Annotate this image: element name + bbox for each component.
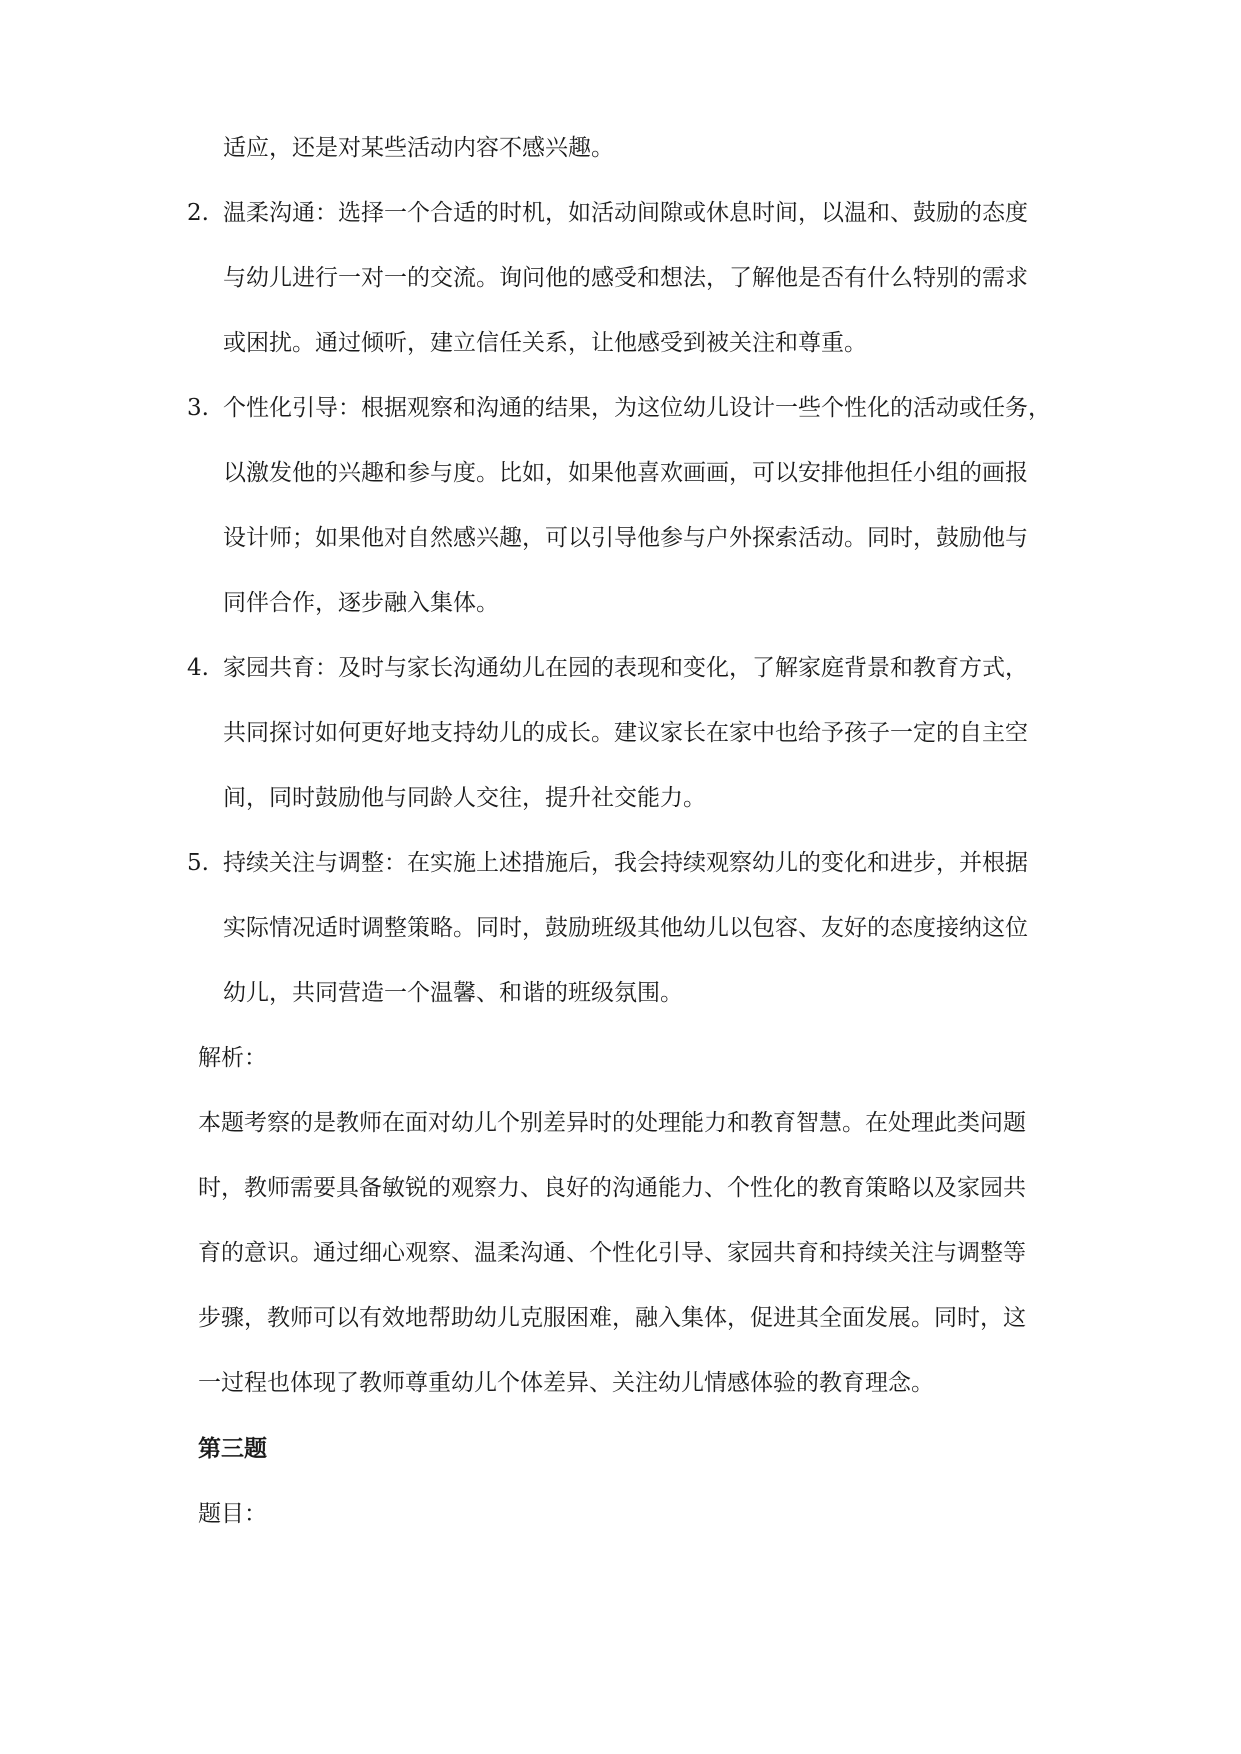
- item-4-number: 4.: [187, 655, 209, 681]
- item-2-line-2: 与幼儿进行一对一的交流。询问他的感受和想法，了解他是否有什么特别的需求: [223, 265, 1028, 291]
- item-5-line-2: 实际情况适时调整策略。同时，鼓励班级其他幼儿以包容、友好的态度接纳这位: [223, 915, 1028, 941]
- analysis-label: 解析：: [198, 1045, 267, 1071]
- item-5-line-3: 幼儿，共同营造一个温馨、和谐的班级氛围。: [223, 980, 683, 1006]
- item-3-line-1: 个性化引导：根据观察和沟通的结果，为这位幼儿设计一些个性化的活动或任务，: [223, 395, 1051, 421]
- analysis-line-5: 一过程也体现了教师尊重幼儿个体差异、关注幼儿情感体验的教育理念。: [198, 1370, 934, 1396]
- analysis-line-4: 步骤，教师可以有效地帮助幼儿克服困难，融入集体，促进其全面发展。同时，这: [198, 1305, 1026, 1331]
- item-4-line-2: 共同探讨如何更好地支持幼儿的成长。建议家长在家中也给予孩子一定的自主空: [223, 720, 1028, 746]
- section-heading: 第三题: [198, 1435, 267, 1462]
- item-3-line-2: 以激发他的兴趣和参与度。比如，如果他喜欢画画，可以安排他担任小组的画报: [223, 460, 1028, 486]
- item-4-line-1: 家园共育：及时与家长沟通幼儿在园的表现和变化，了解家庭背景和教育方式，: [223, 655, 1028, 681]
- analysis-line-2: 时，教师需要具备敏锐的观察力、良好的沟通能力、个性化的教育策略以及家园共: [198, 1175, 1026, 1201]
- question-label: 题目：: [198, 1501, 267, 1527]
- item-3-number: 3.: [187, 395, 209, 421]
- item-2-number: 2.: [187, 200, 209, 226]
- item-4-line-3: 间，同时鼓励他与同龄人交往，提升社交能力。: [223, 785, 706, 811]
- item-3-line-3: 设计师；如果他对自然感兴趣，可以引导他参与户外探索活动。同时，鼓励他与: [223, 525, 1028, 551]
- item-3-line-4: 同伴合作，逐步融入集体。: [223, 590, 499, 616]
- item-5-line-1: 持续关注与调整：在实施上述措施后，我会持续观察幼儿的变化和进步，并根据: [223, 850, 1028, 876]
- analysis-line-1: 本题考察的是教师在面对幼儿个别差异时的处理能力和教育智慧。在处理此类问题: [198, 1110, 1026, 1136]
- item-5-number: 5.: [187, 850, 209, 876]
- item-2-line-3: 或困扰。通过倾听，建立信任关系，让他感受到被关注和尊重。: [223, 330, 867, 356]
- analysis-line-3: 育的意识。通过细心观察、温柔沟通、个性化引导、家园共育和持续关注与调整等: [198, 1240, 1026, 1266]
- item-1-continuation: 适应，还是对某些活动内容不感兴趣。: [223, 135, 614, 161]
- item-2-line-1: 温柔沟通：选择一个合适的时机，如活动间隙或休息时间，以温和、鼓励的态度: [223, 200, 1028, 226]
